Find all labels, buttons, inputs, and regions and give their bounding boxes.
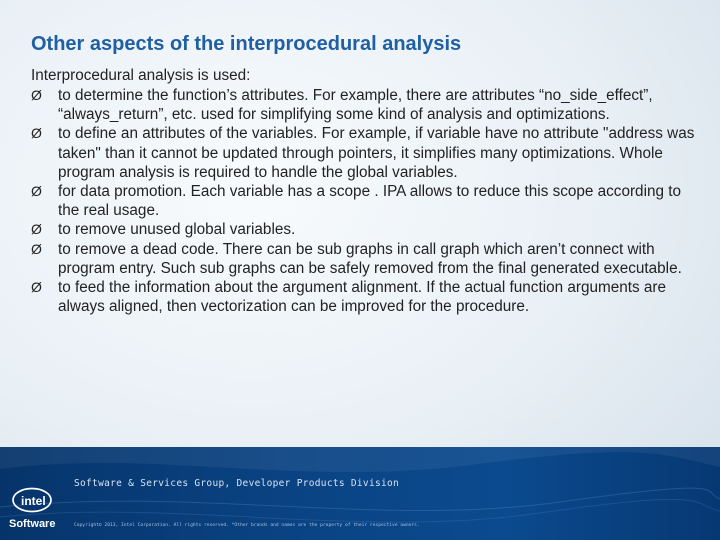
intro-text: Interprocedural analysis is used: <box>31 67 251 84</box>
bullet-item <box>31 240 703 278</box>
arrow-bullet-icon: Ø <box>31 221 42 238</box>
division-text: Software & Services Group, Developer Products Division <box>74 478 400 489</box>
arrow-bullet-icon: Ø <box>31 279 42 296</box>
arrow-bullet-icon: Ø <box>31 87 42 103</box>
arrow-bullet-icon: Ø <box>31 240 42 257</box>
bullet-text: for data promotion. Each variable has a scope . IPA allows to reduce this scope according to the real usage. <box>58 183 681 220</box>
bullet-list <box>31 86 703 316</box>
copyright-text: Copyright© 2013, Intel Corporation. All rights reserved. *Other brands and names are the property of their respective owners. <box>74 523 420 528</box>
bullet-text: to determine the function’s attributes. For example, there are attributes “no_side_effect”, “always_return”, etc. used for simplifying some kind of analysis and optimizations. <box>58 87 653 124</box>
bullet-item <box>31 124 703 182</box>
logo-text: intel <box>21 494 46 508</box>
bullet-text: to remove unused global variables. <box>58 221 296 239</box>
arrow-bullet-icon: Ø <box>31 125 42 142</box>
arrow-bullet-icon: Ø <box>31 183 42 200</box>
bullet-text: to remove a dead code. There can be sub graphs in call graph which aren’t connect with program entry. Such sub graphs can be safely removed from the final generated executable. <box>58 240 682 277</box>
bullet-text: to define an attributes of the variables. For example, if variable have no attribute "address was taken" than it cannot be updated through pointers, it simplifies many optimizations. Whole program analysis is required to handle the global variables. <box>58 125 695 181</box>
bullet-item <box>31 220 703 239</box>
logo-subtext: Software <box>9 518 56 530</box>
intel-logo-icon <box>8 485 60 531</box>
bullet-item <box>31 182 703 220</box>
slide-title: Other aspects of the interprocedural analysis <box>31 33 462 55</box>
bullet-item <box>31 278 703 316</box>
bullet-item <box>31 86 703 124</box>
bullet-text: to feed the information about the argument alignment. If the actual function arguments are always aligned, then vectorization can be improved for the procedure. <box>58 279 666 316</box>
footer-bar <box>0 447 720 540</box>
